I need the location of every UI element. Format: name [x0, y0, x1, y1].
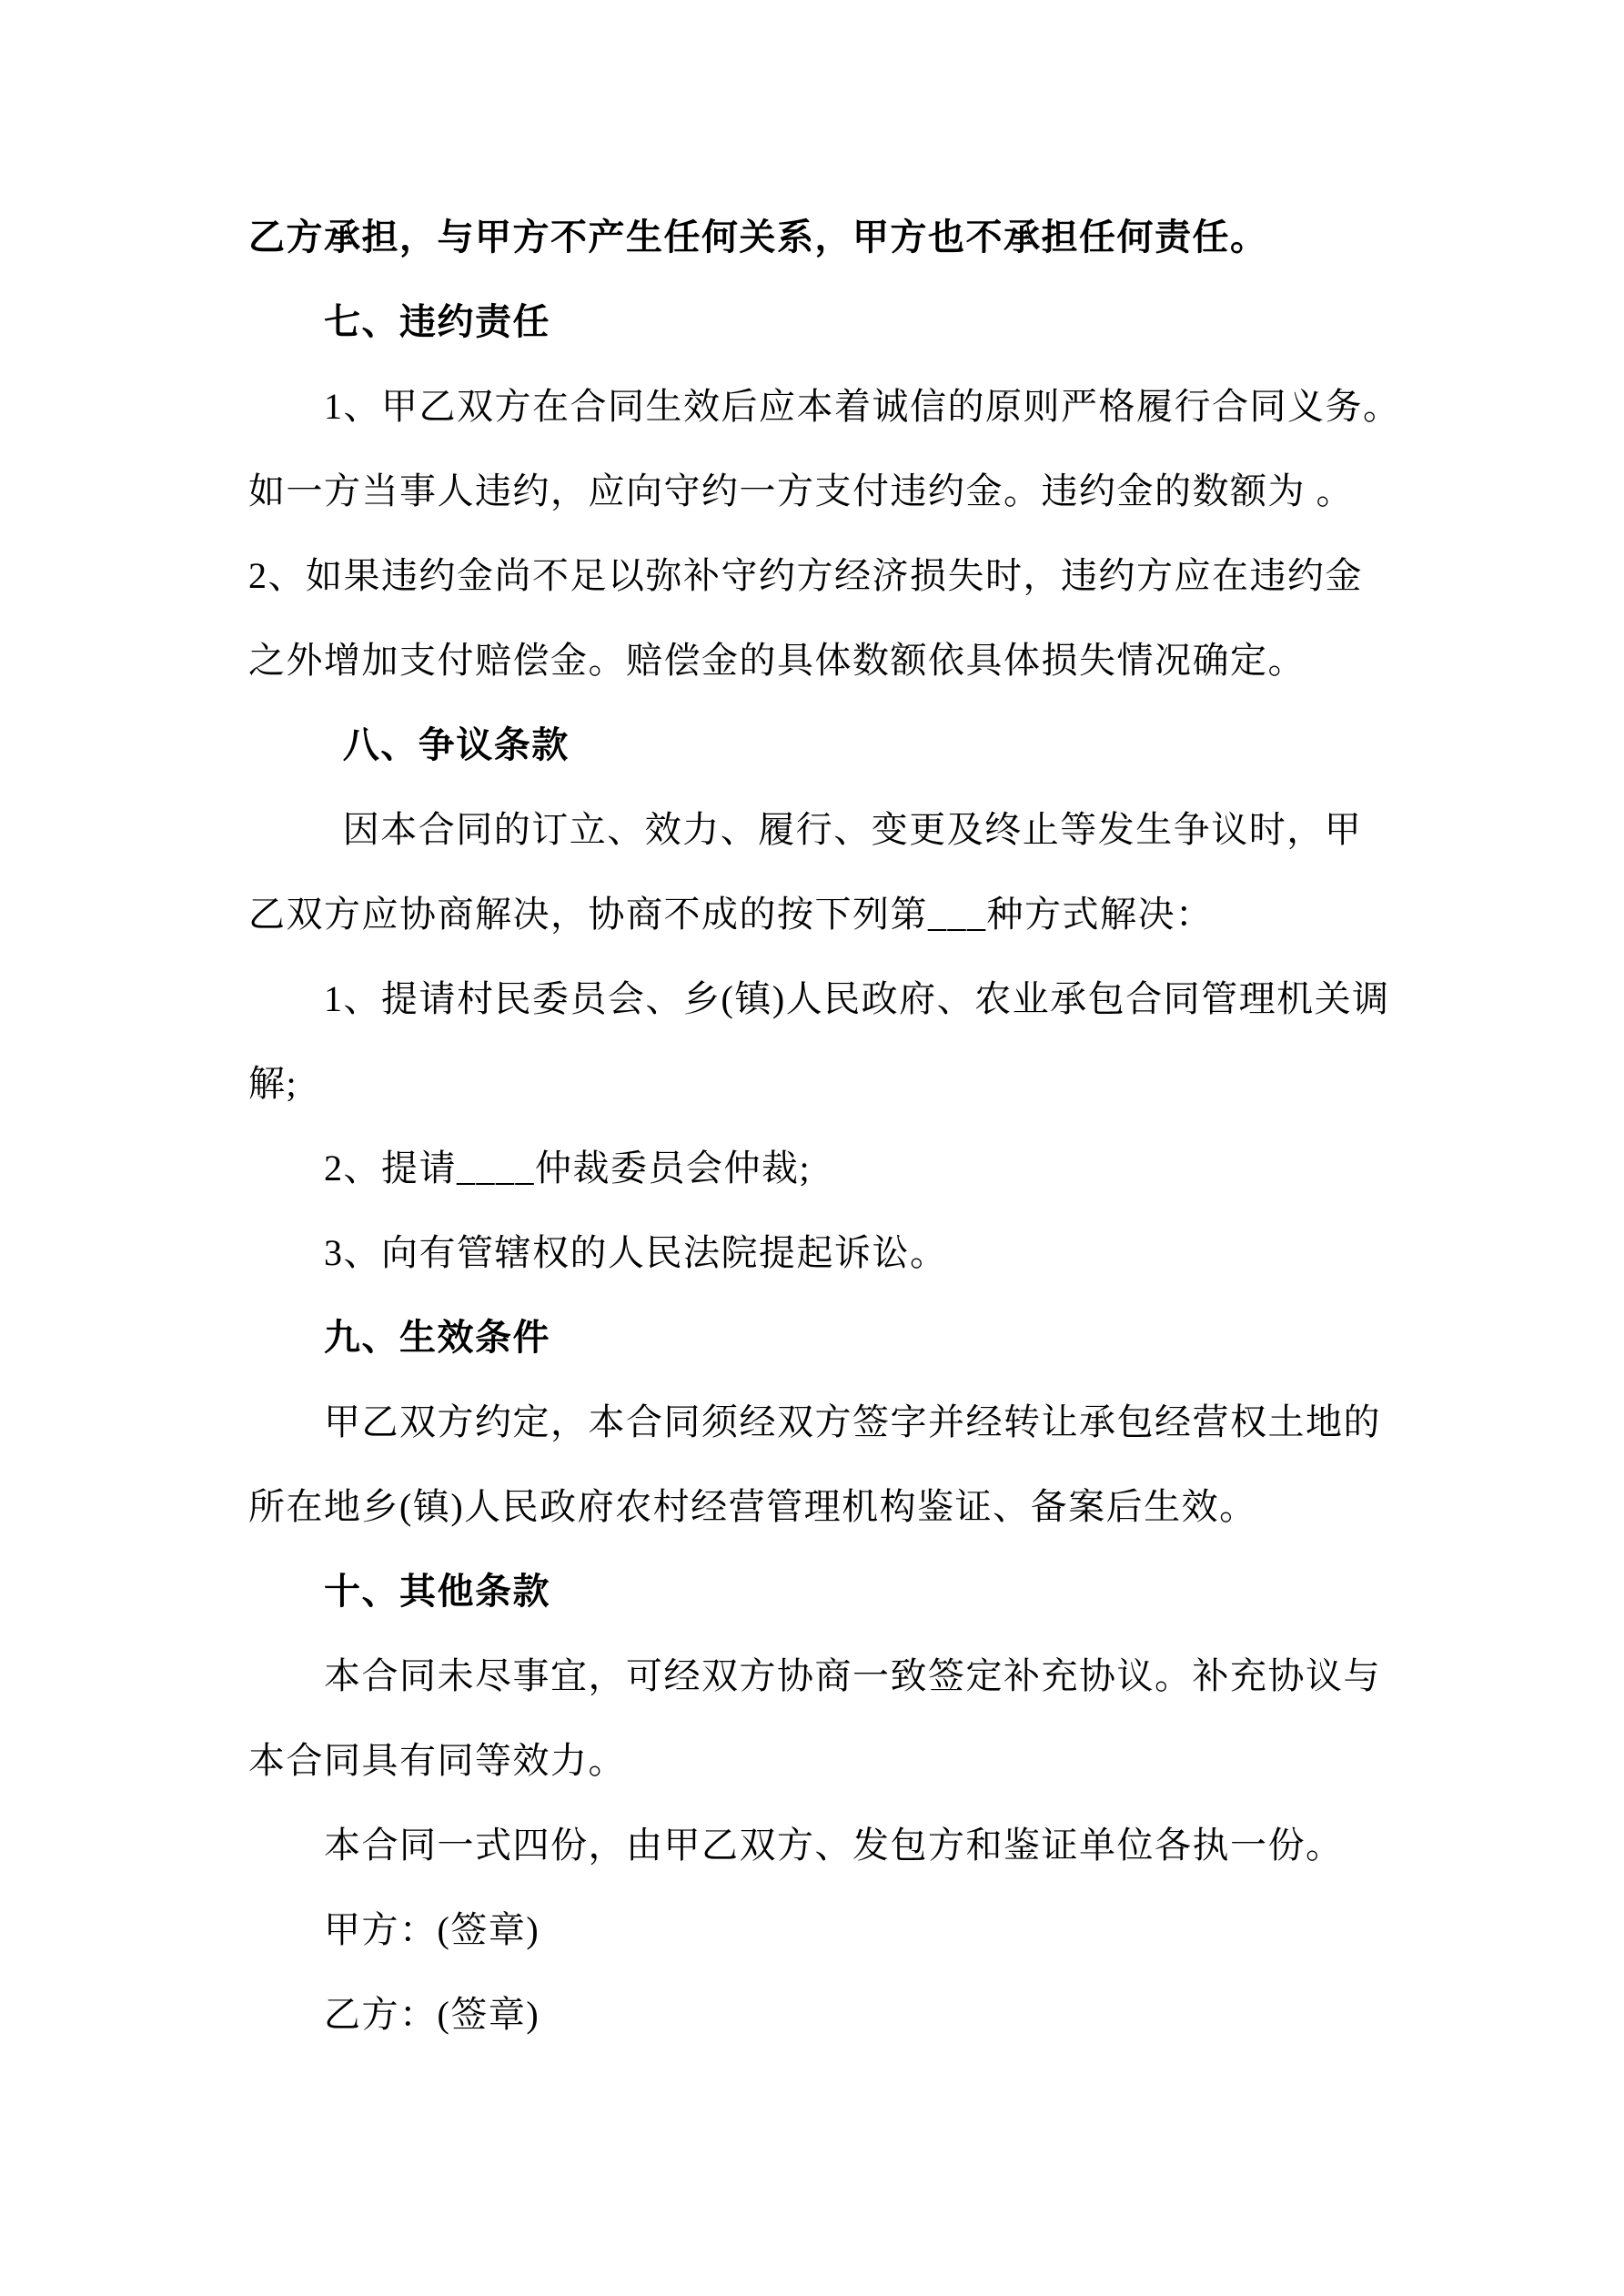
document-line: 1、甲乙双方在合同生效后应本着诚信的原则严格履行合同义务。 [324, 386, 1401, 427]
document-line: 甲乙双方约定，本合同须经双方签字并经转让承包经营权土地的 [324, 1401, 1381, 1442]
document-line: 本合同未尽事宜，可经双方协商一致签定补充协议。补充协议与 [324, 1655, 1381, 1696]
document-line: 乙双方应协商解决，协商不成的按下列第___种方式解决： [248, 894, 1214, 935]
document-line: 九、生效条件 [324, 1317, 550, 1358]
document-line: 之外增加支付赔偿金。赔偿金的具体数额依具体损失情况确定。 [248, 640, 1306, 681]
document-line: 2、提请____仲裁委员会仲裁; [324, 1148, 812, 1188]
document-line: 2、如果违约金尚不足以弥补守约方经济损失时，违约方应在违约金 [248, 555, 1363, 596]
document-line: 3、向有管辖权的人民法院提起诉讼。 [324, 1232, 948, 1273]
document-line: 所在地乡(镇)人民政府农村经营管理机构鉴证、备案后生效。 [248, 1486, 1257, 1527]
document-line: 如一方当事人违约，应向守约一方支付违约金。违约金的数额为 。 [248, 470, 1354, 511]
document-line: 本合同一式四份，由甲乙双方、发包方和鉴证单位各执一份。 [324, 1825, 1344, 1866]
document-line: 因本合同的订立、效力、履行、变更及终止等发生争议时，甲 [342, 809, 1363, 850]
document-line: 八、争议条款 [342, 724, 570, 765]
document-line: 乙方承担，与甲方不产生任何关系，甲方也不承担任何责任。 [248, 217, 1268, 258]
document-line: 1、提请村民委员会、乡(镇)人民政府、农业承包合同管理机关调 [324, 978, 1390, 1019]
document-line: 乙方：(签章) [324, 1994, 540, 2035]
document-line: 解; [248, 1063, 298, 1104]
document-line: 十、其他条款 [324, 1571, 550, 1612]
document-line: 本合同具有同等效力。 [248, 1740, 626, 1781]
document-line: 甲方：(签章) [324, 1909, 540, 1950]
document-line: 七、违约责任 [324, 301, 550, 342]
contract-text-block [248, 195, 1522, 2057]
